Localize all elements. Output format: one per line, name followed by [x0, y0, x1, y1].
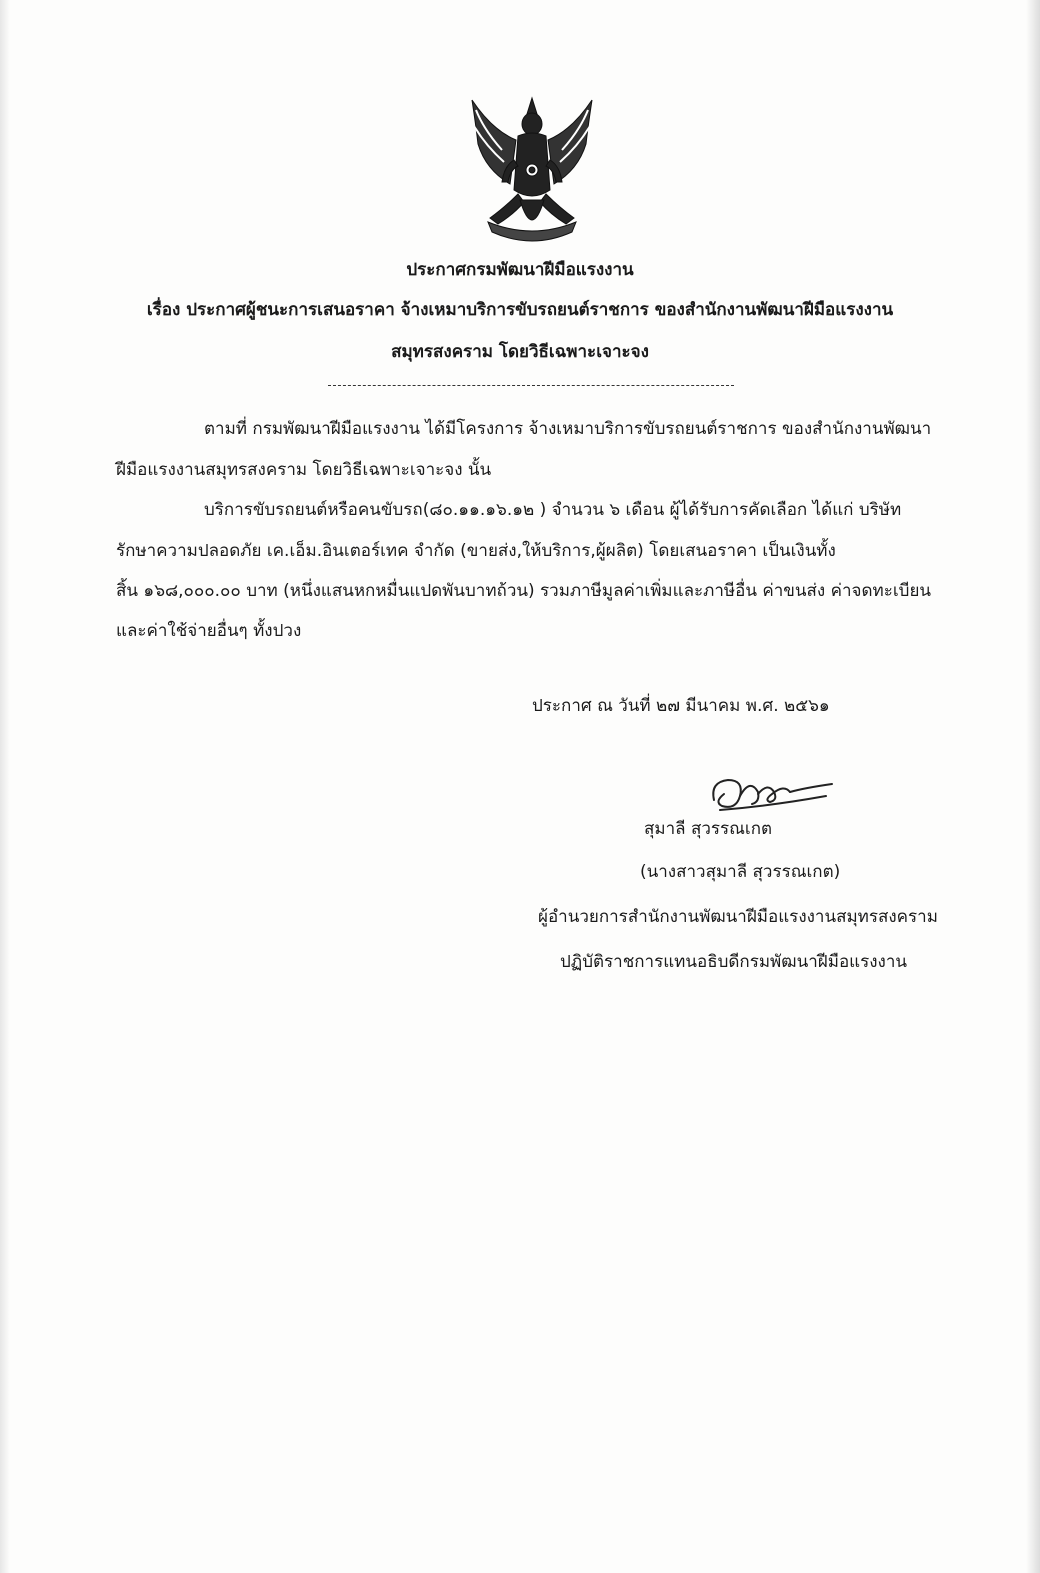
paragraph2-line2: รักษาความปลอดภัย เค.เอ็ม.อินเตอร์เทค จำกัด (ขายส่ง,ให้บริการ,ผู้ผลิต) โดยเสนอราคา เป็นเงินทั้ง [116, 541, 836, 561]
announcement-subject-line2: สมุทรสงคราม โดยวิธีเฉพาะเจาะจง [391, 342, 649, 362]
announcement-date: ประกาศ ณ วันที่ ๒๗ มีนาคม พ.ศ. ๒๕๖๑ [532, 696, 830, 716]
scan-edge-right [1026, 0, 1040, 1573]
paragraph1-line2: ฝีมือแรงงานสมุทรสงคราม โดยวิธีเฉพาะเจาะจง นั้น [116, 460, 492, 480]
paragraph2-line1: บริการขับรถยนต์หรือคนขับรถ(๘๐.๑๑.๑๖.๑๒ ) จำนวน ๖ เดือน ผู้ได้รับการคัดเลือก ได้แก่ บริษัท [204, 500, 902, 520]
signer-position-line2: ปฏิบัติราชการแทนอธิบดีกรมพัฒนาฝีมือแรงงาน [560, 952, 908, 972]
signer-position-line1: ผู้อำนวยการสำนักงานพัฒนาฝีมือแรงงานสมุทรสงคราม [538, 907, 938, 927]
paragraph2-line3: สิ้น ๑๖๘,๐๐๐.๐๐ บาท (หนึ่งแสนหกหมื่นแปดพันบาทถ้วน) รวมภาษีมูลค่าเพิ่มและภาษีอื่น ค่าขนส่ง ค่าจดทะเบียน [116, 581, 932, 601]
paragraph2-line4: และค่าใช้จ่ายอื่นๆ ทั้งปวง [116, 621, 302, 641]
dashed-divider [328, 385, 734, 386]
signer-printed-name: (นางสาวสุมาลี สุวรรณเกต) [640, 862, 841, 882]
garuda-emblem-icon [464, 90, 600, 256]
announcement-subject-line1: เรื่อง ประกาศผู้ชนะการเสนอราคา จ้างเหมาบริการขับรถยนต์ราชการ ของสำนักงานพัฒนาฝีมือแรงงาน [146, 300, 894, 320]
signer-handwritten-name: สุมาลี สุวรรณเกต [644, 819, 773, 839]
paragraph1-line1: ตามที่ กรมพัฒนาฝีมือแรงงาน ได้มีโครงการ จ้างเหมาบริการขับรถยนต์ราชการ ของสำนักงานพัฒนา [204, 419, 932, 439]
announcement-title: ประกาศกรมพัฒนาฝีมือแรงงาน [406, 260, 634, 280]
scan-edge-left [0, 0, 10, 1573]
